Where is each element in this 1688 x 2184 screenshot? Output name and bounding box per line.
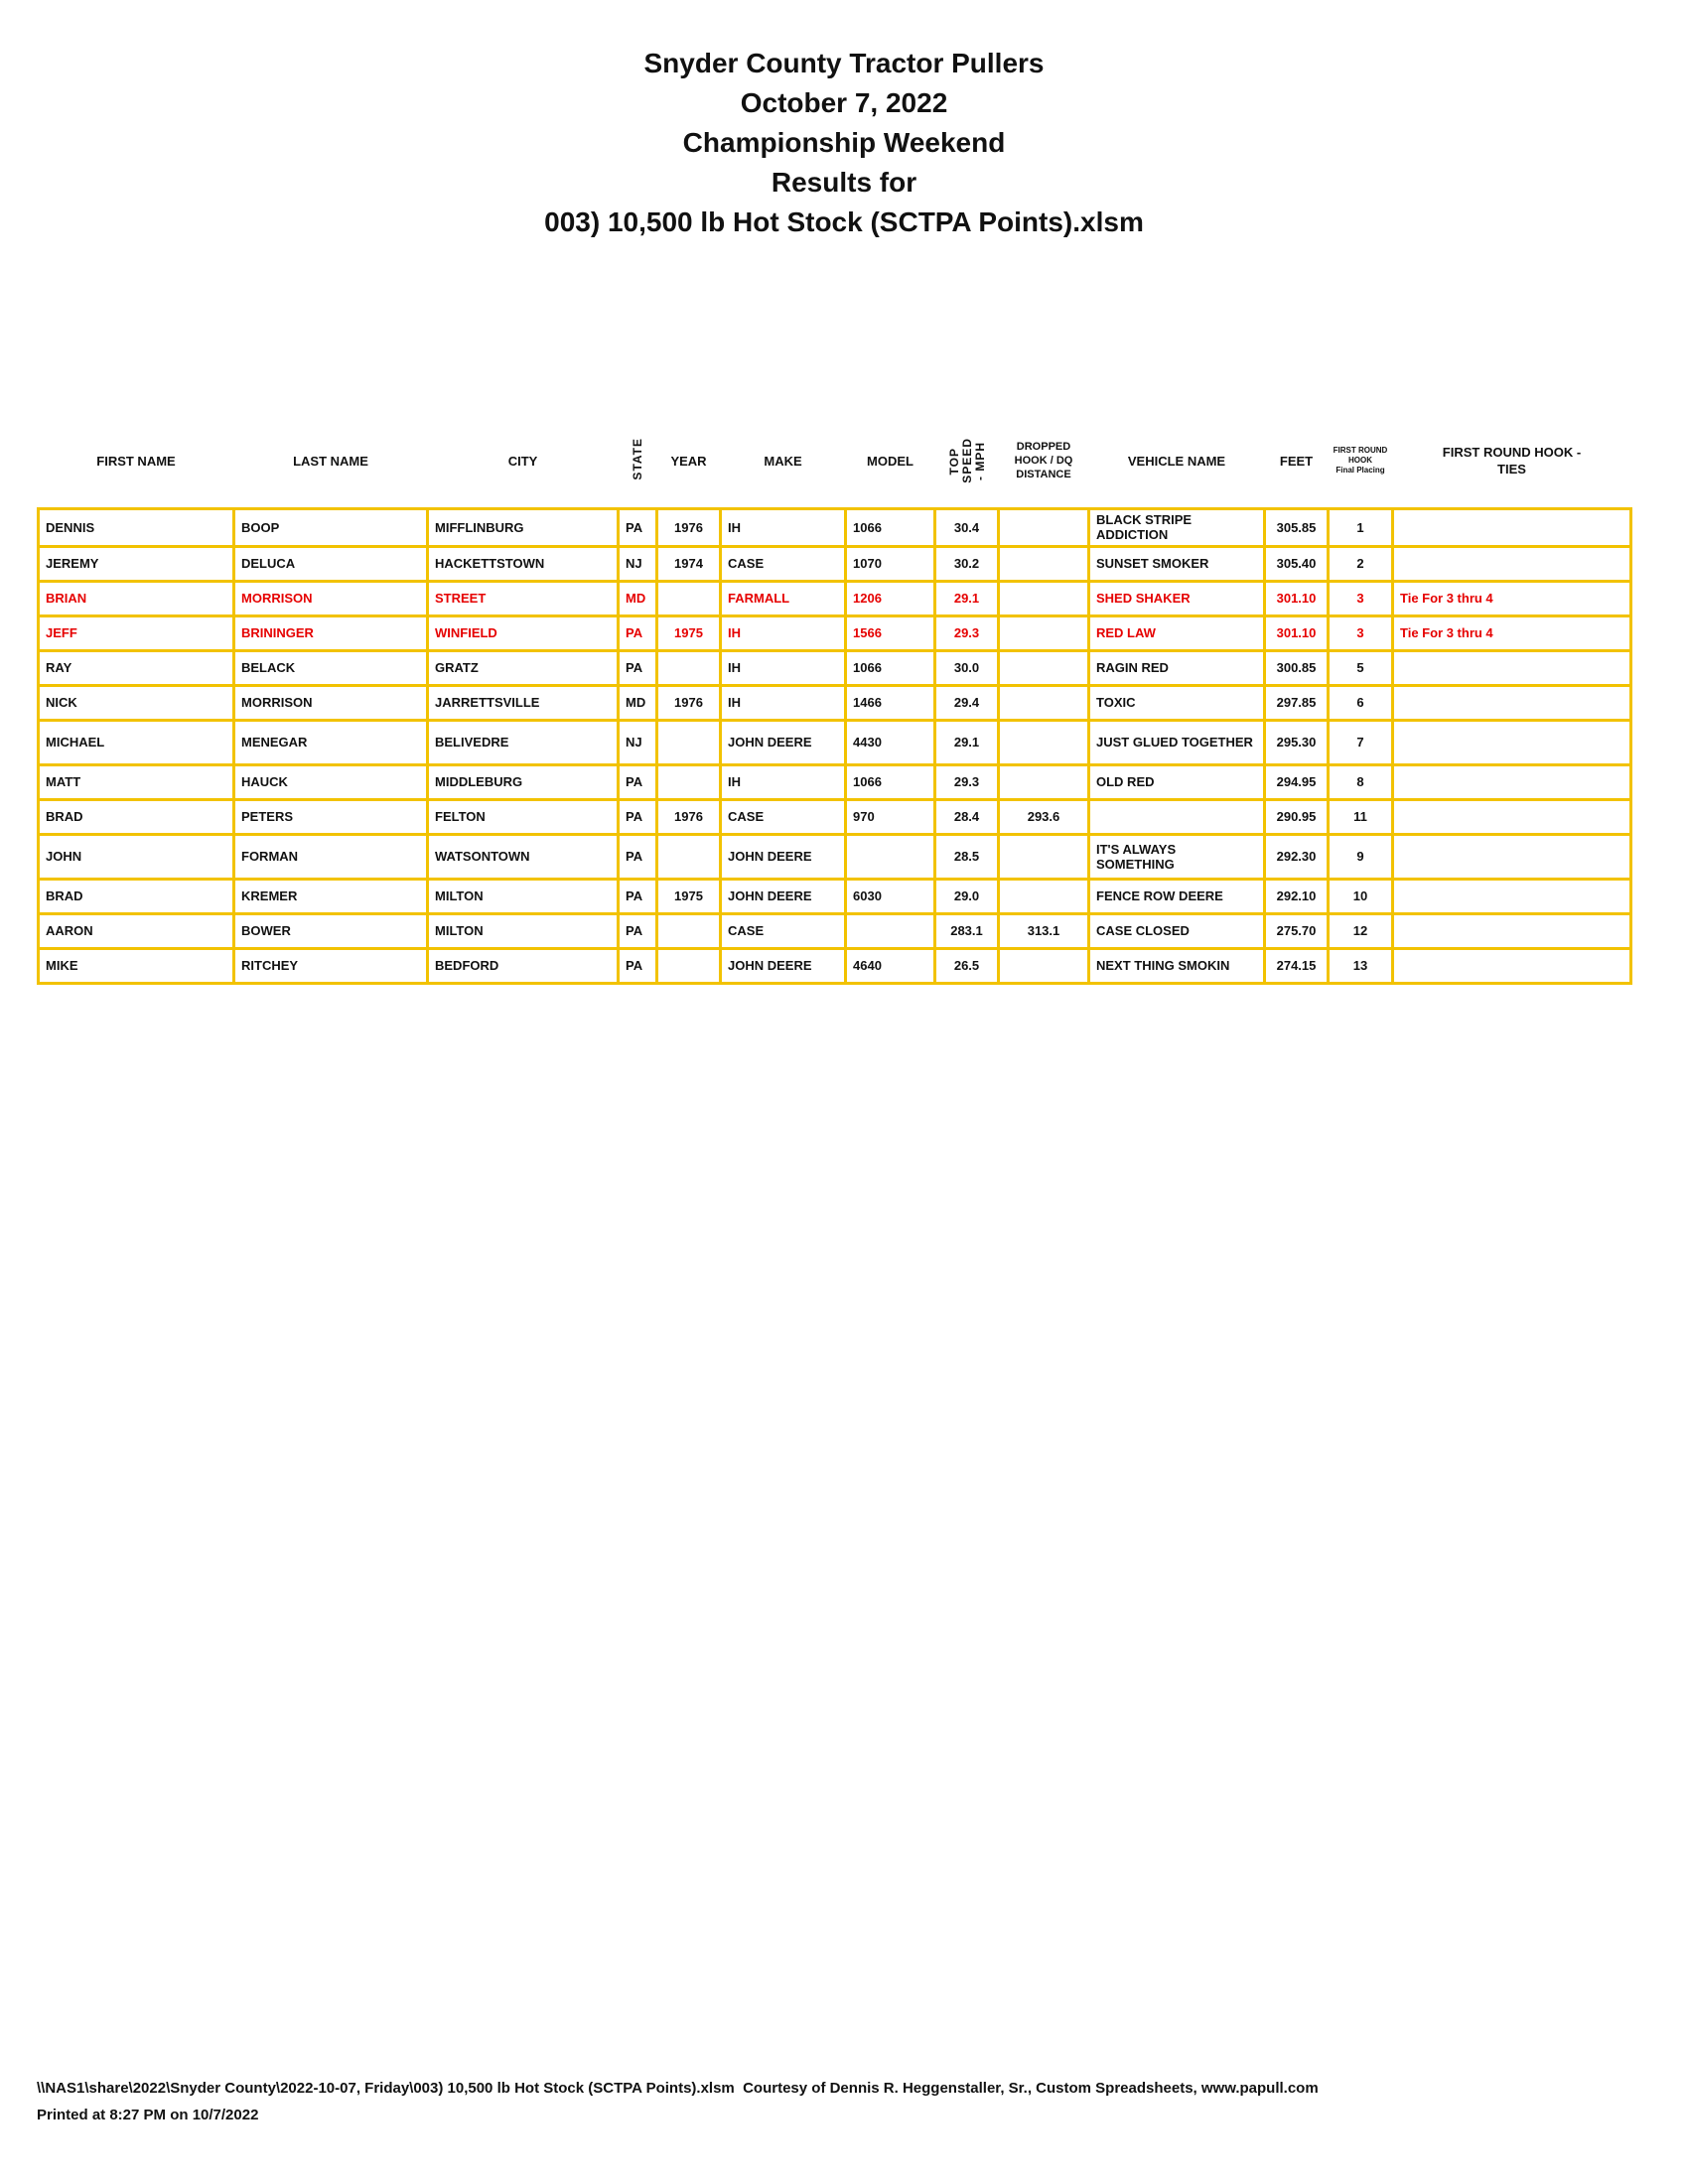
cell-final-placing: 2 [1329,546,1393,581]
cell-year: 1976 [657,799,721,834]
cell-last-name: PETERS [234,799,428,834]
cell-final-placing: 9 [1329,834,1393,879]
cell-feet: 300.85 [1265,650,1329,685]
cell-last-name: MENEGAR [234,720,428,764]
cell-final-placing: 11 [1329,799,1393,834]
column-header-model: MODEL [867,453,914,469]
footer-printed-at: Printed at 8:27 PM on 10/7/2022 [37,2107,259,2123]
cell-model: 1066 [846,650,935,685]
cell-ties [1393,685,1631,720]
column-header-top-speed: TOP SPEED - MPH [946,438,987,484]
cell-city: MIDDLEBURG [428,764,619,799]
cell-year [657,650,721,685]
cell-dropped-hook [999,720,1089,764]
cell-vehicle-name: RED LAW [1089,615,1265,650]
cell-top-speed: 283.1 [935,913,999,948]
table-row [39,720,1631,764]
cell-year: 1975 [657,615,721,650]
cell-city: MIFFLINBURG [428,508,619,546]
cell-final-placing: 6 [1329,685,1393,720]
cell-first-name: JEFF [39,615,234,650]
cell-state: PA [619,615,657,650]
cell-dropped-hook [999,764,1089,799]
table-row [39,650,1631,685]
column-header-state: STATE [631,438,644,481]
table-row [39,581,1631,615]
cell-year [657,581,721,615]
cell-final-placing: 10 [1329,879,1393,913]
cell-state: MD [619,581,657,615]
column-header-feet: FEET [1279,453,1314,469]
page-footer [37,2075,1319,2128]
cell-last-name: HAUCK [234,764,428,799]
cell-first-name: BRAD [39,799,234,834]
cell-last-name: RITCHEY [234,948,428,983]
cell-top-speed: 29.1 [935,581,999,615]
cell-top-speed: 30.2 [935,546,999,581]
cell-last-name: DELUCA [234,546,428,581]
cell-vehicle-name: TOXIC [1089,685,1265,720]
cell-year [657,913,721,948]
cell-feet: 305.40 [1265,546,1329,581]
cell-last-name: BELACK [234,650,428,685]
cell-state: PA [619,834,657,879]
cell-make: CASE [721,913,846,948]
cell-model: 1566 [846,615,935,650]
table-row [39,508,1631,546]
cell-city: MILTON [428,879,619,913]
cell-vehicle-name: JUST GLUED TOGETHER [1089,720,1265,764]
table-row [39,913,1631,948]
cell-year [657,764,721,799]
cell-dropped-hook [999,650,1089,685]
cell-feet: 301.10 [1265,615,1329,650]
cell-top-speed: 30.0 [935,650,999,685]
column-header-year: YEAR [670,453,707,469]
cell-state: PA [619,879,657,913]
cell-ties [1393,764,1631,799]
table-row [39,948,1631,983]
cell-feet: 294.95 [1265,764,1329,799]
cell-top-speed: 28.4 [935,799,999,834]
cell-ties [1393,834,1631,879]
cell-model [846,913,935,948]
table-row [39,879,1631,913]
cell-last-name: FORMAN [234,834,428,879]
cell-final-placing: 12 [1329,913,1393,948]
table-row [39,685,1631,720]
cell-make: IH [721,650,846,685]
cell-feet: 295.30 [1265,720,1329,764]
cell-make: FARMALL [721,581,846,615]
event-name: Championship Weekend [682,127,1006,158]
cell-city: HACKETTSTOWN [428,546,619,581]
cell-make: CASE [721,799,846,834]
cell-final-placing: 1 [1329,508,1393,546]
cell-vehicle-name: CASE CLOSED [1089,913,1265,948]
cell-top-speed: 29.0 [935,879,999,913]
cell-state: MD [619,685,657,720]
cell-dropped-hook [999,546,1089,581]
cell-top-speed: 28.5 [935,834,999,879]
cell-first-name: AARON [39,913,234,948]
cell-last-name: BOWER [234,913,428,948]
cell-ties [1393,650,1631,685]
cell-feet: 274.15 [1265,948,1329,983]
cell-city: BEDFORD [428,948,619,983]
cell-final-placing: 13 [1329,948,1393,983]
cell-make: IH [721,685,846,720]
cell-top-speed: 26.5 [935,948,999,983]
cell-top-speed: 29.3 [935,615,999,650]
column-header-ties: FIRST ROUND HOOK - TIES [1442,445,1582,478]
cell-ties: Tie For 3 thru 4 [1393,581,1631,615]
cell-year [657,948,721,983]
cell-state: PA [619,799,657,834]
cell-year: 1974 [657,546,721,581]
cell-dropped-hook: 313.1 [999,913,1089,948]
cell-vehicle-name: SHED SHAKER [1089,581,1265,615]
cell-ties: Tie For 3 thru 4 [1393,615,1631,650]
cell-last-name: MORRISON [234,685,428,720]
event-date: October 7, 2022 [740,87,948,118]
column-header-city: CITY [507,453,538,469]
cell-state: NJ [619,546,657,581]
cell-make: IH [721,764,846,799]
cell-feet: 292.10 [1265,879,1329,913]
cell-vehicle-name: FENCE ROW DEERE [1089,879,1265,913]
results-table [37,415,1632,985]
cell-first-name: MICHAEL [39,720,234,764]
cell-final-placing: 5 [1329,650,1393,685]
cell-vehicle-name: BLACK STRIPE ADDICTION [1089,508,1265,546]
cell-city: WATSONTOWN [428,834,619,879]
cell-first-name: NICK [39,685,234,720]
cell-dropped-hook [999,948,1089,983]
cell-first-name: JOHN [39,834,234,879]
cell-feet: 301.10 [1265,581,1329,615]
table-row [39,764,1631,799]
column-header-final-placing: FIRST ROUND HOOK Final Placing [1333,446,1388,476]
cell-make: JOHN DEERE [721,879,846,913]
cell-feet: 290.95 [1265,799,1329,834]
cell-top-speed: 29.4 [935,685,999,720]
cell-model: 1466 [846,685,935,720]
cell-state: PA [619,764,657,799]
cell-state: PA [619,913,657,948]
cell-state: PA [619,650,657,685]
column-header-dropped-hook: DROPPED HOOK / DQ DISTANCE [1014,441,1073,481]
cell-vehicle-name: SUNSET SMOKER [1089,546,1265,581]
cell-first-name: MIKE [39,948,234,983]
cell-make: JOHN DEERE [721,720,846,764]
class-file-name: 003) 10,500 lb Hot Stock (SCTPA Points).xlsm [544,206,1144,237]
cell-model: 1070 [846,546,935,581]
cell-model: 4430 [846,720,935,764]
cell-ties [1393,948,1631,983]
cell-year [657,720,721,764]
cell-vehicle-name: IT'S ALWAYS SOMETHING [1089,834,1265,879]
cell-make: JOHN DEERE [721,834,846,879]
results-for-label: Results for [771,167,917,198]
column-header-first-name: FIRST NAME [96,453,176,469]
cell-state: NJ [619,720,657,764]
cell-state: PA [619,948,657,983]
cell-year: 1976 [657,508,721,546]
cell-feet: 275.70 [1265,913,1329,948]
cell-ties [1393,546,1631,581]
cell-city: MILTON [428,913,619,948]
org-title: Snyder County Tractor Pullers [643,48,1045,78]
cell-make: IH [721,615,846,650]
column-header-last-name: LAST NAME [293,453,368,469]
cell-model: 970 [846,799,935,834]
cell-dropped-hook: 293.6 [999,799,1089,834]
cell-city: FELTON [428,799,619,834]
cell-state: PA [619,508,657,546]
table-row [39,546,1631,581]
cell-make: CASE [721,546,846,581]
cell-dropped-hook [999,879,1089,913]
cell-top-speed: 29.3 [935,764,999,799]
cell-final-placing: 7 [1329,720,1393,764]
cell-make: JOHN DEERE [721,948,846,983]
cell-city: BELIVEDRE [428,720,619,764]
cell-final-placing: 3 [1329,581,1393,615]
column-header-vehicle-name: VEHICLE NAME [1127,453,1226,469]
cell-feet: 292.30 [1265,834,1329,879]
cell-top-speed: 30.4 [935,508,999,546]
cell-feet: 305.85 [1265,508,1329,546]
table-row [39,615,1631,650]
cell-city: WINFIELD [428,615,619,650]
cell-dropped-hook [999,508,1089,546]
cell-ties [1393,799,1631,834]
cell-vehicle-name: RAGIN RED [1089,650,1265,685]
cell-final-placing: 8 [1329,764,1393,799]
cell-last-name: BRININGER [234,615,428,650]
cell-dropped-hook [999,834,1089,879]
cell-model: 1066 [846,508,935,546]
header-row [39,415,1631,508]
report-title-block [0,44,1688,242]
cell-vehicle-name: OLD RED [1089,764,1265,799]
cell-first-name: BRIAN [39,581,234,615]
cell-model [846,834,935,879]
cell-city: JARRETTSVILLE [428,685,619,720]
cell-dropped-hook [999,581,1089,615]
cell-vehicle-name: NEXT THING SMOKIN [1089,948,1265,983]
cell-ties [1393,879,1631,913]
cell-dropped-hook [999,685,1089,720]
table-row [39,834,1631,879]
cell-vehicle-name [1089,799,1265,834]
cell-city: GRATZ [428,650,619,685]
cell-last-name: KREMER [234,879,428,913]
cell-top-speed: 29.1 [935,720,999,764]
table-row [39,799,1631,834]
cell-last-name: MORRISON [234,581,428,615]
cell-year: 1975 [657,879,721,913]
cell-model: 6030 [846,879,935,913]
cell-final-placing: 3 [1329,615,1393,650]
cell-feet: 297.85 [1265,685,1329,720]
cell-ties [1393,508,1631,546]
cell-last-name: BOOP [234,508,428,546]
cell-make: IH [721,508,846,546]
cell-first-name: RAY [39,650,234,685]
column-header-make: MAKE [764,453,802,469]
cell-model: 4640 [846,948,935,983]
footer-file-path: \\NAS1\share\2022\Snyder County\2022-10-07, Friday\003) 10,500 lb Hot Stock (SCTPA Points).xlsm Courtesy of Dennis R. Heggenstaller, Sr., Custom Spreadsheets, www.papull.com [37,2080,1319,2097]
cell-year: 1976 [657,685,721,720]
cell-first-name: BRAD [39,879,234,913]
cell-first-name: DENNIS [39,508,234,546]
cell-model: 1066 [846,764,935,799]
cell-ties [1393,913,1631,948]
cell-year [657,834,721,879]
cell-first-name: JEREMY [39,546,234,581]
cell-ties [1393,720,1631,764]
cell-model: 1206 [846,581,935,615]
cell-dropped-hook [999,615,1089,650]
cell-first-name: MATT [39,764,234,799]
cell-city: STREET [428,581,619,615]
